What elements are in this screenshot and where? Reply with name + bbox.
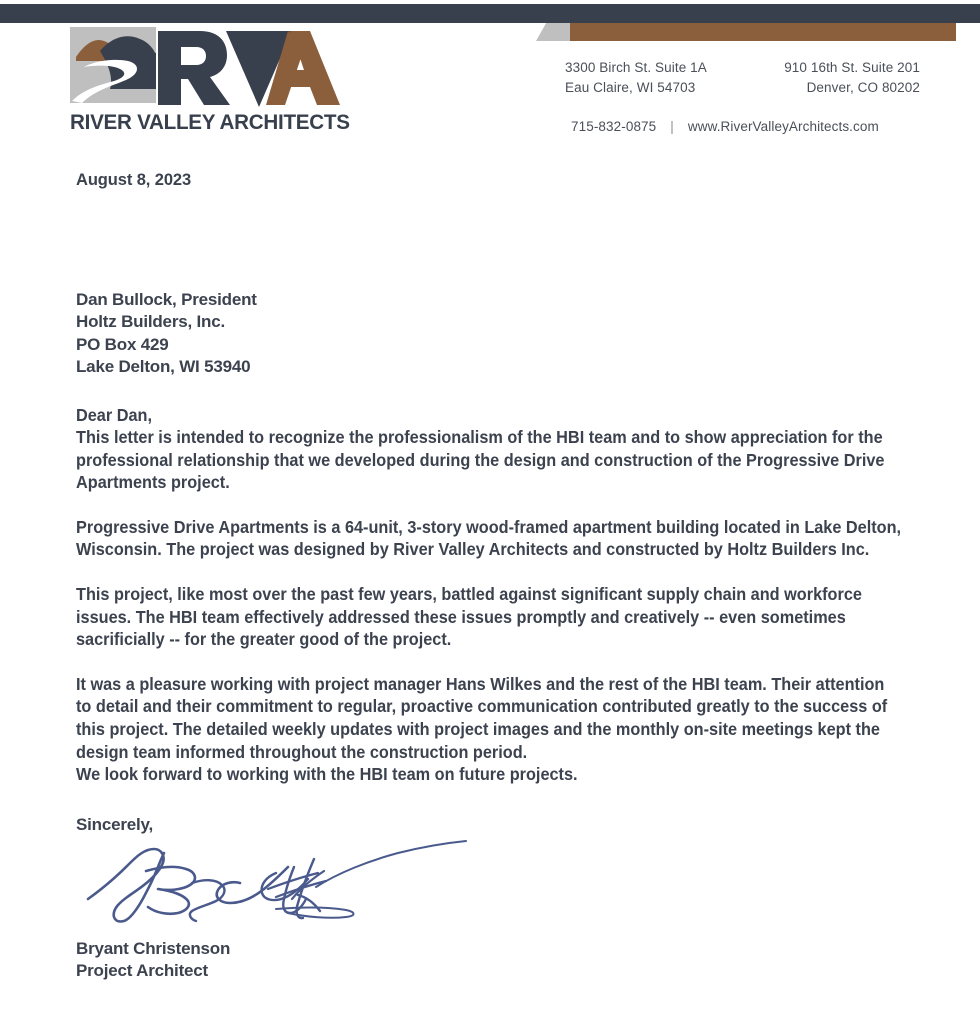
letter-paragraph-2: Progressive Drive Apartments is a 64-unit, 3-story wood-framed apartment building located in Lake Delton, Wisconsin. The project was designed by River Valley Architects and constructed by Holtz Builders Inc. [76,516,902,560]
office-eau-claire [565,58,707,98]
signer-block [76,938,908,982]
office-addresses [565,58,920,98]
contact-separator: | [670,119,674,134]
office-denver [784,58,920,98]
recipient-street: PO Box 429 [76,334,169,354]
website-link[interactable]: www.RiverValleyArchitects.com [687,119,879,134]
signer-title: Project Architect [76,960,209,980]
salutation: Dear Dan, [76,404,152,425]
rva-lettermark-icon [154,25,340,109]
recipient-name-title: Dan Bullock, President [76,289,257,309]
recipient-address-block [76,289,908,379]
letter-paragraph-1: This letter is intended to recognize the professionalism of the HBI team and to show appreciation for the professional relationship that we developed during the design and construction of the Progressive Drive Apartments project. [76,427,885,493]
office-2-city: Denver, CO 80202 [806,80,920,95]
letter-paragraph-4: It was a pleasure working with project manager Hans Wilkes and the rest of the HBI team. Their attention to detail and their commitment to regular, proactive communication contributed greatly to the success of this project. The detailed weekly updates with project images and the monthly on-site meetings kept the design team informed throughout the construction period. [76,673,888,762]
logo-wordmark: RIVER VALLEY ARCHITECTS [70,110,350,134]
letter-paragraph-3: This project, like most over the past few years, battled against significant supply chain and workforce issues. The HBI team effectively addressed these issues promptly and creatively -- even sometimes sacrificially -- for the greater good of the project. [76,583,862,650]
letter-paragraph-5: We look forward to working with the HBI team on future projects. [76,764,578,785]
office-1-street: 3300 Birch St. Suite 1A [565,60,707,75]
letter-date: August 8, 2023 [76,171,192,189]
river-valley-pictogram-icon [70,27,156,103]
recipient-company: Holtz Builders, Inc. [76,312,226,331]
header-brown-bar [570,23,956,41]
phone-number[interactable]: 715-832-0875 [571,119,657,134]
office-2-street: 910 16th St. Suite 201 [784,60,920,75]
recipient-city-state-zip: Lake Delton, WI 53940 [76,357,251,376]
contact-phone-web-row [565,117,920,137]
signer-name: Bryant Christenson [76,938,231,958]
contact-block [565,58,920,137]
letter-body [76,170,908,982]
header-navy-bar [0,4,980,23]
handwritten-signature-image [80,837,500,929]
sign-off: Sincerely, [76,814,154,834]
office-1-city: Eau Claire, WI 54703 [565,80,696,95]
company-logo [70,27,350,139]
logo-graphic-row [70,27,340,109]
